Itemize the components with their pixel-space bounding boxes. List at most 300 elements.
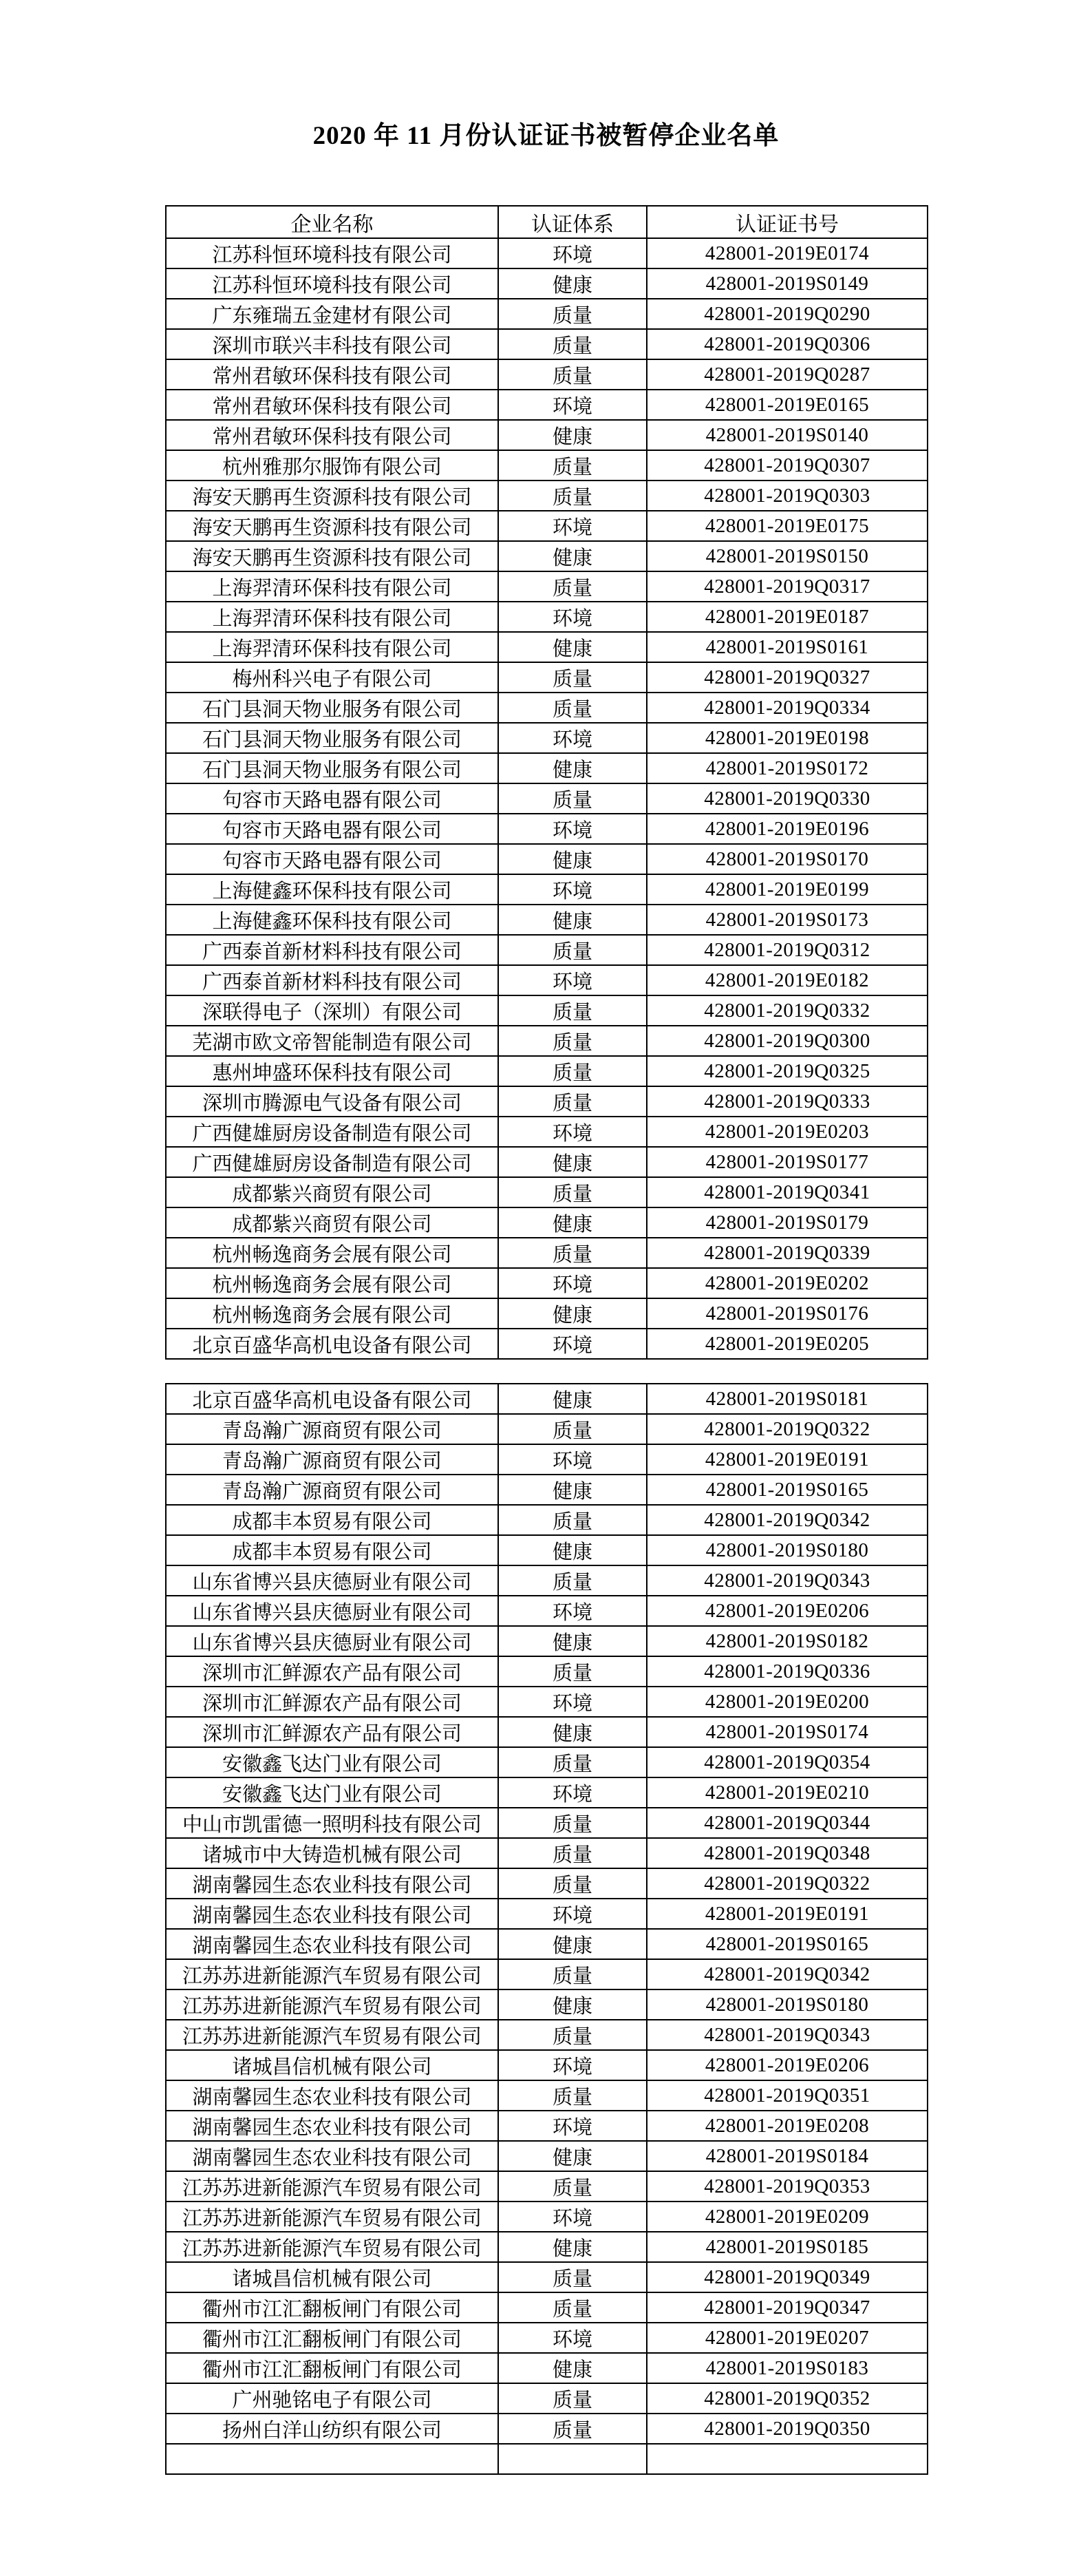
company-name-cell: 石门县洞天物业服务有限公司	[166, 723, 498, 753]
company-name-cell: 青岛瀚广源商贸有限公司	[166, 1414, 498, 1444]
table-row	[166, 1238, 928, 1268]
cert-system-cell: 环境	[498, 1268, 647, 1298]
company-name-cell: 安徽鑫飞达门业有限公司	[166, 1747, 498, 1777]
column-header-company-name: 企业名称	[166, 206, 498, 238]
company-name-cell: 深圳市汇鲜源农产品有限公司	[166, 1687, 498, 1717]
table-row	[166, 1414, 928, 1444]
cert-number-cell: 428001-2019S0149	[647, 268, 928, 299]
company-name-cell: 衢州市江汇翻板闸门有限公司	[166, 2353, 498, 2383]
suspended-certificates-table-section-2	[165, 1383, 928, 2475]
company-name-cell: 广西健雄厨房设备制造有限公司	[166, 1117, 498, 1147]
cert-number-cell: 428001-2019Q0336	[647, 1656, 928, 1687]
company-name-cell: 句容市天路电器有限公司	[166, 814, 498, 844]
company-name-cell: 青岛瀚广源商贸有限公司	[166, 1475, 498, 1505]
cert-number-cell: 428001-2019E0208	[647, 2111, 928, 2141]
cert-number-cell: 428001-2019Q0342	[647, 1959, 928, 1989]
cert-system-cell	[498, 2444, 647, 2474]
cert-system-cell: 健康	[498, 2232, 647, 2262]
table-row	[166, 2111, 928, 2141]
table-row	[166, 299, 928, 329]
table-row	[166, 2323, 928, 2353]
cert-system-cell: 质量	[498, 1026, 647, 1056]
table-row	[166, 814, 928, 844]
cert-system-cell: 质量	[498, 450, 647, 481]
cert-system-cell: 质量	[498, 1565, 647, 1596]
cert-number-cell: 428001-2019S0170	[647, 844, 928, 874]
cert-system-cell: 环境	[498, 390, 647, 420]
cert-system-cell: 健康	[498, 753, 647, 783]
table-row	[166, 420, 928, 450]
cert-system-cell: 环境	[498, 602, 647, 632]
cert-system-cell: 环境	[498, 965, 647, 995]
cert-number-cell: 428001-2019Q0339	[647, 1238, 928, 1268]
company-name-cell: 江苏苏进新能源汽车贸易有限公司	[166, 2020, 498, 2050]
cert-system-cell: 环境	[498, 238, 647, 268]
cert-system-cell: 质量	[498, 359, 647, 390]
cert-system-cell: 环境	[498, 1329, 647, 1359]
company-name-cell: 上海健鑫环保科技有限公司	[166, 874, 498, 905]
company-name-cell: 芜湖市欧文帝智能制造有限公司	[166, 1026, 498, 1056]
cert-system-cell: 质量	[498, 481, 647, 511]
cert-number-cell: 428001-2019Q0327	[647, 662, 928, 693]
table-row	[166, 995, 928, 1026]
company-name-cell: 广东雍瑞五金建材有限公司	[166, 299, 498, 329]
cert-system-cell: 质量	[498, 1747, 647, 1777]
table-body-section-2	[166, 1384, 928, 2474]
company-name-cell: 深联得电子（深圳）有限公司	[166, 995, 498, 1026]
table-row	[166, 1717, 928, 1747]
company-name-cell: 成都丰本贸易有限公司	[166, 1535, 498, 1565]
cert-system-cell: 质量	[498, 1656, 647, 1687]
cert-system-cell: 质量	[498, 935, 647, 965]
company-name-cell	[166, 2444, 498, 2474]
table-row	[166, 1626, 928, 1656]
cert-number-cell: 428001-2019Q0317	[647, 571, 928, 602]
table-row	[166, 1535, 928, 1565]
table-row	[166, 2050, 928, 2080]
company-name-cell: 上海羿清环保科技有限公司	[166, 602, 498, 632]
cert-number-cell: 428001-2019S0172	[647, 753, 928, 783]
company-name-cell: 常州君敏环保科技有限公司	[166, 359, 498, 390]
company-name-cell: 山东省博兴县庆德厨业有限公司	[166, 1596, 498, 1626]
company-name-cell: 青岛瀚广源商贸有限公司	[166, 1444, 498, 1475]
company-name-cell: 江苏苏进新能源汽车贸易有限公司	[166, 1989, 498, 2020]
table-row	[166, 1056, 928, 1086]
cert-system-cell: 健康	[498, 2353, 647, 2383]
cert-number-cell: 428001-2019E0198	[647, 723, 928, 753]
company-name-cell: 湖南馨园生态农业科技有限公司	[166, 2111, 498, 2141]
cert-system-cell: 环境	[498, 1777, 647, 1808]
company-name-cell: 山东省博兴县庆德厨业有限公司	[166, 1626, 498, 1656]
table-row	[166, 723, 928, 753]
table-row	[166, 1177, 928, 1207]
cert-number-cell: 428001-2019Q0343	[647, 2020, 928, 2050]
cert-system-cell: 环境	[498, 2202, 647, 2232]
table-row	[166, 905, 928, 935]
table-row	[166, 935, 928, 965]
company-name-cell: 江苏苏进新能源汽车贸易有限公司	[166, 1959, 498, 1989]
table-row	[166, 874, 928, 905]
table-row	[166, 2414, 928, 2444]
cert-number-cell: 428001-2019Q0349	[647, 2262, 928, 2292]
cert-number-cell: 428001-2019Q0348	[647, 1838, 928, 1868]
cert-number-cell: 428001-2019S0176	[647, 1298, 928, 1329]
cert-system-cell: 健康	[498, 1626, 647, 1656]
cert-system-cell: 质量	[498, 1238, 647, 1268]
cert-system-cell: 健康	[498, 1717, 647, 1747]
cert-system-cell: 环境	[498, 814, 647, 844]
company-name-cell: 深圳市汇鲜源农产品有限公司	[166, 1656, 498, 1687]
cert-system-cell: 健康	[498, 1989, 647, 2020]
cert-number-cell: 428001-2019Q0325	[647, 1056, 928, 1086]
table-row	[166, 632, 928, 662]
table-row	[166, 1026, 928, 1056]
cert-number-cell: 428001-2019E0206	[647, 2050, 928, 2080]
company-name-cell: 江苏苏进新能源汽车贸易有限公司	[166, 2171, 498, 2202]
cert-number-cell: 428001-2019E0199	[647, 874, 928, 905]
cert-number-cell: 428001-2019Q0300	[647, 1026, 928, 1056]
company-name-cell: 深圳市腾源电气设备有限公司	[166, 1086, 498, 1117]
table-row	[166, 2383, 928, 2414]
table-row	[166, 1268, 928, 1298]
cert-system-cell: 环境	[498, 723, 647, 753]
cert-number-cell: 428001-2019S0174	[647, 1717, 928, 1747]
cert-number-cell: 428001-2019S0184	[647, 2141, 928, 2171]
cert-number-cell: 428001-2019Q0342	[647, 1505, 928, 1535]
table-row	[166, 2353, 928, 2383]
company-name-cell: 江苏苏进新能源汽车贸易有限公司	[166, 2232, 498, 2262]
table-row	[166, 1444, 928, 1475]
cert-system-cell: 健康	[498, 1929, 647, 1959]
company-name-cell: 山东省博兴县庆德厨业有限公司	[166, 1565, 498, 1596]
company-name-cell: 湖南馨园生态农业科技有限公司	[166, 1868, 498, 1899]
company-name-cell: 句容市天路电器有限公司	[166, 783, 498, 814]
table-row	[166, 2292, 928, 2323]
company-name-cell: 上海羿清环保科技有限公司	[166, 571, 498, 602]
table-row	[166, 1656, 928, 1687]
cert-number-cell: 428001-2019E0203	[647, 1117, 928, 1147]
page-title: 2020 年 11 月份认证证书被暂停企业名单	[312, 122, 780, 150]
cert-system-cell: 环境	[498, 511, 647, 541]
column-header-cert-number: 认证证书号	[647, 206, 928, 238]
table-row	[166, 390, 928, 420]
table-row	[166, 1117, 928, 1147]
cert-number-cell: 428001-2019E0209	[647, 2202, 928, 2232]
cert-system-cell: 质量	[498, 1868, 647, 1899]
cert-number-cell: 428001-2019E0207	[647, 2323, 928, 2353]
cert-number-cell: 428001-2019S0165	[647, 1929, 928, 1959]
table-row	[166, 1868, 928, 1899]
cert-system-cell: 质量	[498, 2171, 647, 2202]
table-row	[166, 1475, 928, 1505]
cert-system-cell: 质量	[498, 995, 647, 1026]
cert-system-cell: 质量	[498, 1056, 647, 1086]
cert-number-cell: 428001-2019S0180	[647, 1989, 928, 2020]
cert-system-cell: 质量	[498, 2383, 647, 2414]
company-name-cell: 成都紫兴商贸有限公司	[166, 1177, 498, 1207]
table-row	[166, 662, 928, 693]
table-row	[166, 1329, 928, 1359]
company-name-cell: 衢州市江汇翻板闸门有限公司	[166, 2292, 498, 2323]
cert-system-cell: 质量	[498, 329, 647, 359]
company-name-cell: 杭州雅那尔服饰有限公司	[166, 450, 498, 481]
cert-number-cell: 428001-2019Q0290	[647, 299, 928, 329]
cert-system-cell: 健康	[498, 1535, 647, 1565]
cert-number-cell: 428001-2019S0165	[647, 1475, 928, 1505]
company-name-cell: 湖南馨园生态农业科技有限公司	[166, 2080, 498, 2111]
table-row	[166, 1777, 928, 1808]
cert-number-cell: 428001-2019S0173	[647, 905, 928, 935]
cert-system-cell: 质量	[498, 299, 647, 329]
cert-number-cell: 428001-2019S0161	[647, 632, 928, 662]
cert-system-cell: 质量	[498, 1808, 647, 1838]
cert-system-cell: 环境	[498, 1444, 647, 1475]
company-name-cell: 诸城昌信机械有限公司	[166, 2262, 498, 2292]
cert-system-cell: 健康	[498, 2141, 647, 2171]
cert-system-cell: 环境	[498, 2323, 647, 2353]
table-row	[166, 450, 928, 481]
cert-system-cell: 健康	[498, 541, 647, 571]
table-row	[166, 1384, 928, 1414]
cert-system-cell: 健康	[498, 1207, 647, 1238]
cert-number-cell: 428001-2019E0205	[647, 1329, 928, 1359]
company-name-cell: 安徽鑫飞达门业有限公司	[166, 1777, 498, 1808]
cert-number-cell: 428001-2019Q0347	[647, 2292, 928, 2323]
company-name-cell: 海安天鹏再生资源科技有限公司	[166, 481, 498, 511]
cert-system-cell: 质量	[498, 2020, 647, 2050]
cert-number-cell: 428001-2019S0150	[647, 541, 928, 571]
company-name-cell: 湖南馨园生态农业科技有限公司	[166, 1899, 498, 1929]
company-name-cell: 杭州畅逸商务会展有限公司	[166, 1268, 498, 1298]
table-row	[166, 753, 928, 783]
suspended-certificates-table-section-1	[165, 205, 928, 1360]
cert-number-cell: 428001-2019S0140	[647, 420, 928, 450]
company-name-cell: 扬州白洋山纺织有限公司	[166, 2414, 498, 2444]
cert-system-cell: 质量	[498, 1414, 647, 1444]
cert-number-cell: 428001-2019Q0307	[647, 450, 928, 481]
table-row	[166, 571, 928, 602]
cert-system-cell: 质量	[498, 2414, 647, 2444]
cert-number-cell: 428001-2019S0182	[647, 1626, 928, 1656]
cert-number-cell: 428001-2019Q0344	[647, 1808, 928, 1838]
cert-number-cell: 428001-2019E0165	[647, 390, 928, 420]
company-name-cell: 江苏科恒环境科技有限公司	[166, 268, 498, 299]
cert-system-cell: 质量	[498, 2262, 647, 2292]
table-row	[166, 1808, 928, 1838]
company-name-cell: 深圳市联兴丰科技有限公司	[166, 329, 498, 359]
cert-system-cell: 质量	[498, 2292, 647, 2323]
company-name-cell: 石门县洞天物业服务有限公司	[166, 693, 498, 723]
table-row	[166, 1747, 928, 1777]
table-row	[166, 329, 928, 359]
table-row	[166, 1687, 928, 1717]
table-row	[166, 783, 928, 814]
table-row	[166, 965, 928, 995]
table-row	[166, 1207, 928, 1238]
cert-number-cell: 428001-2019Q0303	[647, 481, 928, 511]
company-name-cell: 诸城昌信机械有限公司	[166, 2050, 498, 2080]
table-row	[166, 541, 928, 571]
cert-system-cell: 环境	[498, 1899, 647, 1929]
company-name-cell: 广西泰首新材料科技有限公司	[166, 965, 498, 995]
cert-system-cell: 环境	[498, 1117, 647, 1147]
company-name-cell: 梅州科兴电子有限公司	[166, 662, 498, 693]
table-row	[166, 844, 928, 874]
company-name-cell: 中山市凯雷德一照明科技有限公司	[166, 1808, 498, 1838]
table-row	[166, 2262, 928, 2292]
company-name-cell: 常州君敏环保科技有限公司	[166, 390, 498, 420]
cert-system-cell: 健康	[498, 1384, 647, 1414]
cert-number-cell: 428001-2019E0191	[647, 1899, 928, 1929]
cert-number-cell: 428001-2019E0196	[647, 814, 928, 844]
cert-system-cell: 健康	[498, 1147, 647, 1177]
table-row	[166, 2141, 928, 2171]
table-row	[166, 2444, 928, 2474]
cert-system-cell: 质量	[498, 1838, 647, 1868]
company-name-cell: 广西健雄厨房设备制造有限公司	[166, 1147, 498, 1177]
cert-number-cell: 428001-2019E0200	[647, 1687, 928, 1717]
cert-number-cell	[647, 2444, 928, 2474]
cert-number-cell: 428001-2019Q0306	[647, 329, 928, 359]
cert-number-cell: 428001-2019S0181	[647, 1384, 928, 1414]
table-row	[166, 1086, 928, 1117]
cert-system-cell: 质量	[498, 783, 647, 814]
cert-system-cell: 质量	[498, 662, 647, 693]
cert-system-cell: 质量	[498, 693, 647, 723]
company-name-cell: 惠州坤盛环保科技有限公司	[166, 1056, 498, 1086]
table-row	[166, 693, 928, 723]
table-row	[166, 2202, 928, 2232]
cert-number-cell: 428001-2019S0177	[647, 1147, 928, 1177]
cert-number-cell: 428001-2019Q0333	[647, 1086, 928, 1117]
company-name-cell: 北京百盛华高机电设备有限公司	[166, 1329, 498, 1359]
cert-number-cell: 428001-2019Q0341	[647, 1177, 928, 1207]
table-row	[166, 1298, 928, 1329]
cert-system-cell: 健康	[498, 905, 647, 935]
cert-system-cell: 质量	[498, 1177, 647, 1207]
cert-system-cell: 健康	[498, 420, 647, 450]
cert-number-cell: 428001-2019Q0353	[647, 2171, 928, 2202]
table-header	[166, 206, 928, 238]
column-header-cert-system: 认证体系	[498, 206, 647, 238]
table-row	[166, 2020, 928, 2050]
cert-system-cell: 质量	[498, 2080, 647, 2111]
cert-system-cell: 质量	[498, 1959, 647, 1989]
table-row	[166, 481, 928, 511]
table-row	[166, 1929, 928, 1959]
table-row	[166, 2232, 928, 2262]
company-name-cell: 江苏苏进新能源汽车贸易有限公司	[166, 2202, 498, 2232]
company-name-cell: 海安天鹏再生资源科技有限公司	[166, 541, 498, 571]
company-name-cell: 江苏科恒环境科技有限公司	[166, 238, 498, 268]
company-name-cell: 成都紫兴商贸有限公司	[166, 1207, 498, 1238]
cert-system-cell: 环境	[498, 2050, 647, 2080]
table-row	[166, 602, 928, 632]
cert-number-cell: 428001-2019E0187	[647, 602, 928, 632]
cert-system-cell: 质量	[498, 571, 647, 602]
company-name-cell: 深圳市汇鲜源农产品有限公司	[166, 1717, 498, 1747]
cert-system-cell: 健康	[498, 268, 647, 299]
company-name-cell: 成都丰本贸易有限公司	[166, 1505, 498, 1535]
cert-number-cell: 428001-2019Q0322	[647, 1868, 928, 1899]
table-body-section-1	[166, 238, 928, 1359]
company-name-cell: 北京百盛华高机电设备有限公司	[166, 1384, 498, 1414]
cert-number-cell: 428001-2019S0183	[647, 2353, 928, 2383]
cert-number-cell: 428001-2019Q0354	[647, 1747, 928, 1777]
table-row	[166, 359, 928, 390]
cert-number-cell: 428001-2019Q0322	[647, 1414, 928, 1444]
company-name-cell: 常州君敏环保科技有限公司	[166, 420, 498, 450]
table-row	[166, 238, 928, 268]
company-name-cell: 上海羿清环保科技有限公司	[166, 632, 498, 662]
cert-system-cell: 环境	[498, 1596, 647, 1626]
company-name-cell: 湖南馨园生态农业科技有限公司	[166, 1929, 498, 1959]
table-row	[166, 1899, 928, 1929]
cert-number-cell: 428001-2019E0182	[647, 965, 928, 995]
cert-number-cell: 428001-2019S0185	[647, 2232, 928, 2262]
cert-number-cell: 428001-2019Q0352	[647, 2383, 928, 2414]
table-row	[166, 2080, 928, 2111]
table-row	[166, 2171, 928, 2202]
cert-number-cell: 428001-2019S0180	[647, 1535, 928, 1565]
cert-number-cell: 428001-2019Q0312	[647, 935, 928, 965]
cert-number-cell: 428001-2019Q0332	[647, 995, 928, 1026]
table-row	[166, 1838, 928, 1868]
cert-number-cell: 428001-2019E0175	[647, 511, 928, 541]
cert-number-cell: 428001-2019Q0330	[647, 783, 928, 814]
cert-system-cell: 质量	[498, 1505, 647, 1535]
cert-system-cell: 健康	[498, 632, 647, 662]
cert-number-cell: 428001-2019E0202	[647, 1268, 928, 1298]
company-name-cell: 上海健鑫环保科技有限公司	[166, 905, 498, 935]
cert-system-cell: 环境	[498, 874, 647, 905]
cert-number-cell: 428001-2019Q0287	[647, 359, 928, 390]
table-row	[166, 1959, 928, 1989]
cert-number-cell: 428001-2019S0179	[647, 1207, 928, 1238]
table-row	[166, 1596, 928, 1626]
cert-number-cell: 428001-2019Q0334	[647, 693, 928, 723]
table-row	[166, 1147, 928, 1177]
table-row	[166, 1565, 928, 1596]
company-name-cell: 衢州市江汇翻板闸门有限公司	[166, 2323, 498, 2353]
company-name-cell: 海安天鹏再生资源科技有限公司	[166, 511, 498, 541]
company-name-cell: 诸城市中大铸造机械有限公司	[166, 1838, 498, 1868]
table-row	[166, 1505, 928, 1535]
cert-system-cell: 健康	[498, 844, 647, 874]
table-row	[166, 268, 928, 299]
cert-system-cell: 环境	[498, 2111, 647, 2141]
company-name-cell: 广州驰铭电子有限公司	[166, 2383, 498, 2414]
cert-system-cell: 质量	[498, 1086, 647, 1117]
cert-number-cell: 428001-2019E0174	[647, 238, 928, 268]
company-name-cell: 杭州畅逸商务会展有限公司	[166, 1298, 498, 1329]
cert-number-cell: 428001-2019Q0351	[647, 2080, 928, 2111]
cert-system-cell: 健康	[498, 1298, 647, 1329]
company-name-cell: 湖南馨园生态农业科技有限公司	[166, 2141, 498, 2171]
company-name-cell: 杭州畅逸商务会展有限公司	[166, 1238, 498, 1268]
company-name-cell: 石门县洞天物业服务有限公司	[166, 753, 498, 783]
cert-number-cell: 428001-2019E0206	[647, 1596, 928, 1626]
table-row	[166, 1989, 928, 2020]
table-row	[166, 511, 928, 541]
company-name-cell: 广西泰首新材料科技有限公司	[166, 935, 498, 965]
cert-number-cell: 428001-2019E0210	[647, 1777, 928, 1808]
cert-system-cell: 环境	[498, 1687, 647, 1717]
cert-system-cell: 健康	[498, 1475, 647, 1505]
table-header-row	[166, 206, 928, 238]
cert-number-cell: 428001-2019Q0350	[647, 2414, 928, 2444]
company-name-cell: 句容市天路电器有限公司	[166, 844, 498, 874]
